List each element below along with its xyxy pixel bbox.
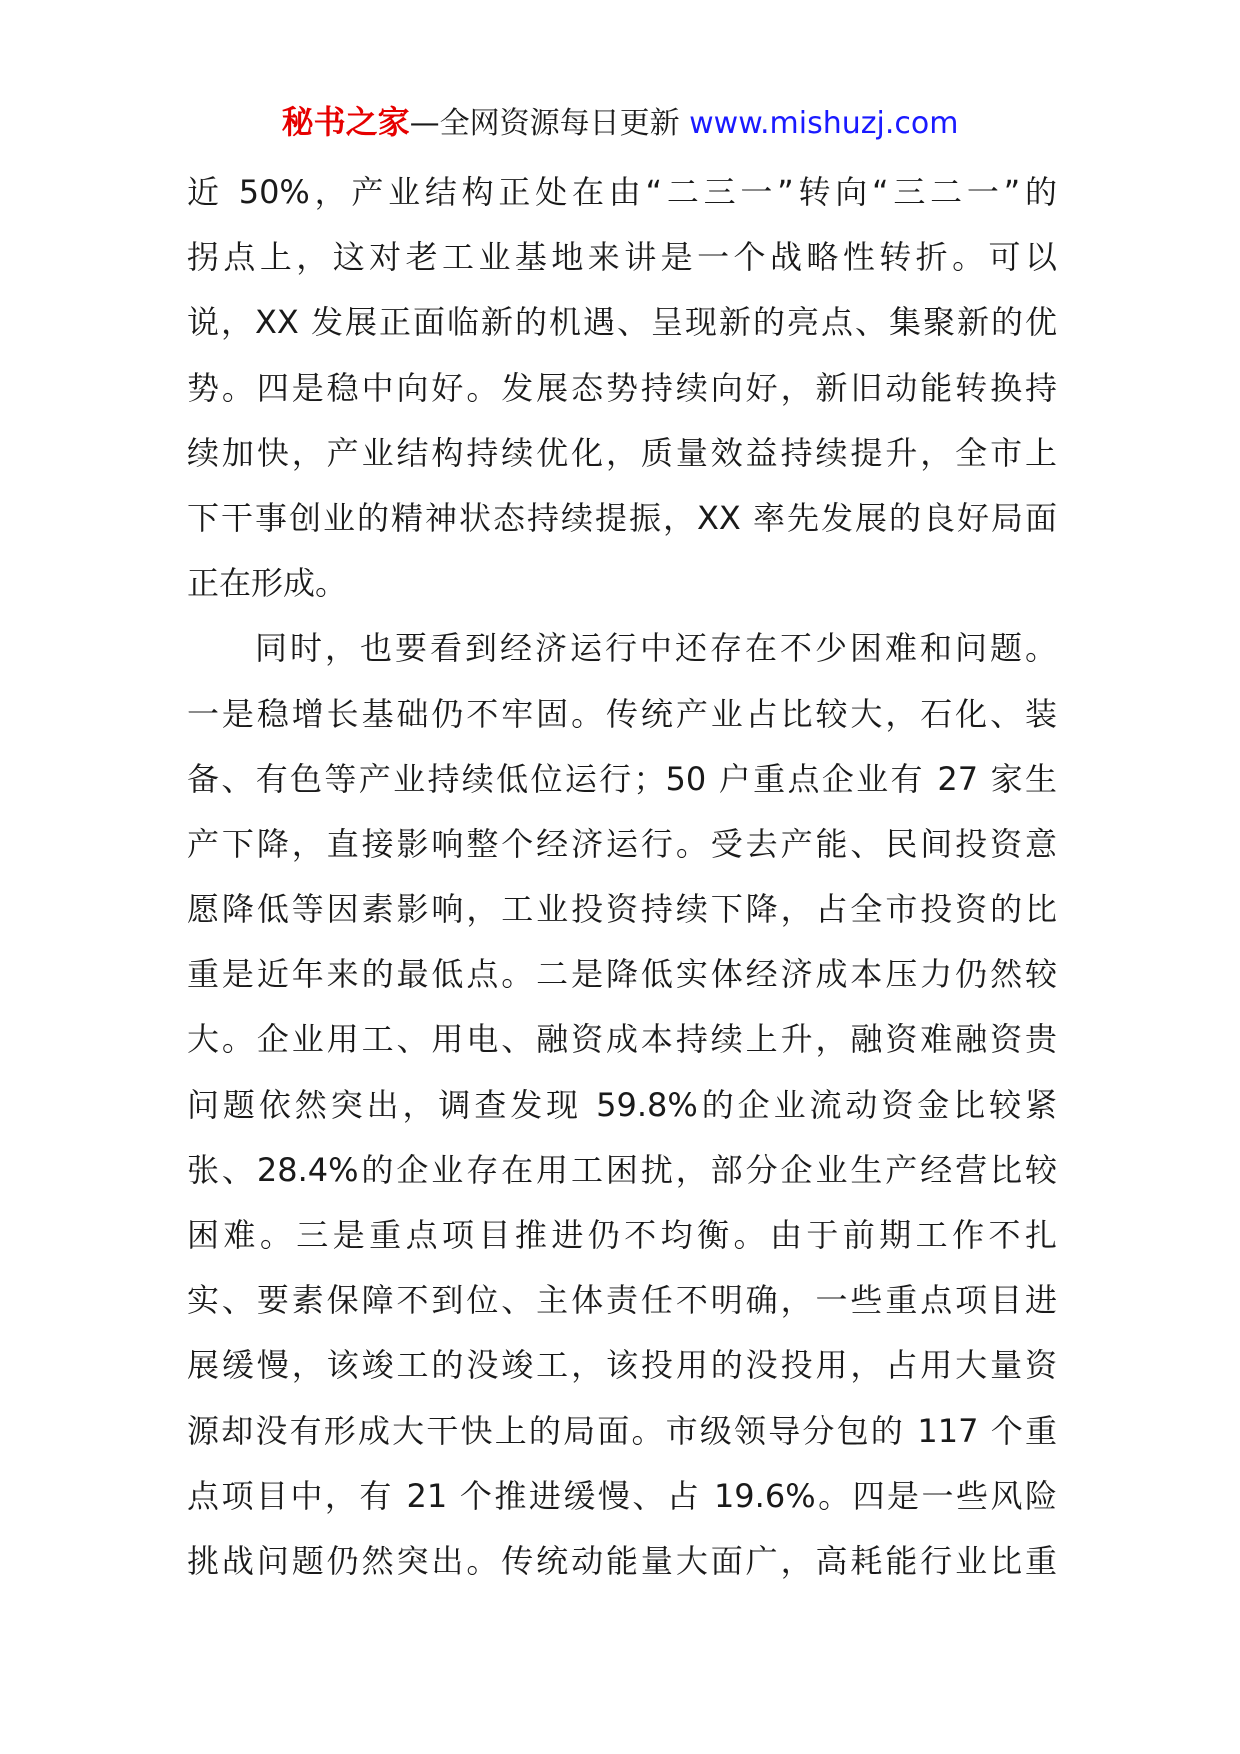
text-line: 问题依然突出，调查发现 59.8%的企业流动资金比较紧 [187,1085,1057,1124]
text-line: 一是稳增长基础仍不牢固。传统产业占比较大，石化、装 [187,694,1057,733]
text-line: 大。企业用工、用电、融资成本持续上升，融资难融资贵 [187,1020,1057,1059]
site-header [0,100,1240,146]
text-line: 备、有色等产业持续低位运行；50 户重点企业有 27 家生 [187,759,1057,798]
site-tagline: —全网资源每日更新 [409,106,690,141]
paragraph-end-line: 正在形成。 [187,564,348,603]
text-line: 愿降低等因素影响，工业投资持续下降，占全市投资的比 [187,890,1057,929]
site-brand: 秘书之家 [281,103,410,141]
text-line: 产下降，直接影响整个经济运行。受去产能、民间投资意 [187,824,1057,863]
paragraph-start-line: 同时，也要看到经济运行中还存在不少困难和问题。 [255,629,1057,668]
text-line: 重是近年来的最低点。二是降低实体经济成本压力仍然较 [187,955,1057,994]
text-line: 实、要素保障不到位、主体责任不明确，一些重点项目进 [187,1281,1057,1320]
site-url-link[interactable]: www.mishuzj.com [689,106,959,141]
text-line: 展缓慢，该竣工的没竣工，该投用的没投用，占用大量资 [187,1346,1057,1385]
text-line: 点项目中，有 21 个推进缓慢、占 19.6%。四是一些风险 [187,1476,1057,1515]
text-line: 张、28.4%的企业存在用工困扰，部分企业生产经营比较 [187,1150,1057,1189]
text-line: 拐点上，这对老工业基地来讲是一个战略性转折。可以 [187,238,1057,277]
document-body [187,160,1057,1594]
text-line: 源却没有形成大干快上的局面。市级领导分包的 117 个重 [187,1411,1057,1450]
text-line: 困难。三是重点项目推进仍不均衡。由于前期工作不扎 [187,1216,1057,1254]
text-line: 势。四是稳中向好。发展态势持续向好，新旧动能转换持 [187,368,1057,407]
text-line: 续加快，产业结构持续优化，质量效益持续提升，全市上 [187,433,1057,472]
text-line: 说，XX 发展正面临新的机遇、呈现新的亮点、集聚新的优 [187,303,1057,342]
text-line: 近 50%，产业结构正处在由“二三一”转向“三二一”的 [187,173,1057,211]
text-line: 下干事创业的精神状态持续提振，XX 率先发展的良好局面 [187,498,1057,537]
text-line: 挑战问题仍然突出。传统动能量大面广，高耗能行业比重 [187,1541,1057,1580]
